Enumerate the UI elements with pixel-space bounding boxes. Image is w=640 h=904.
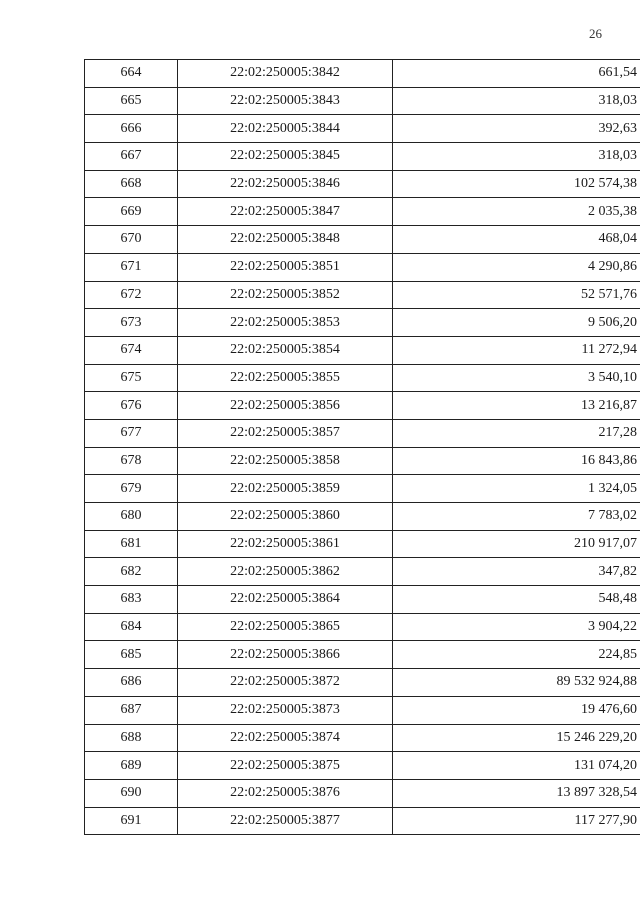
value-cell: 661,54 bbox=[393, 60, 640, 88]
cadastral-number-cell: 22:02:250005:3852 bbox=[178, 281, 393, 309]
table-row bbox=[85, 309, 640, 337]
value-cell: 468,04 bbox=[393, 226, 640, 254]
value-cell: 224,85 bbox=[393, 641, 640, 669]
value-cell: 4 290,86 bbox=[393, 253, 640, 281]
cadastral-number-cell: 22:02:250005:3859 bbox=[178, 475, 393, 503]
value-cell: 318,03 bbox=[393, 87, 640, 115]
row-number-cell: 676 bbox=[85, 392, 178, 420]
table-row bbox=[85, 558, 640, 586]
row-number-cell: 679 bbox=[85, 475, 178, 503]
table-row bbox=[85, 669, 640, 697]
cadastral-number-cell: 22:02:250005:3847 bbox=[178, 198, 393, 226]
table-row bbox=[85, 143, 640, 171]
value-cell: 7 783,02 bbox=[393, 503, 640, 531]
row-number-cell: 664 bbox=[85, 60, 178, 88]
value-cell: 9 506,20 bbox=[393, 309, 640, 337]
row-number-cell: 668 bbox=[85, 170, 178, 198]
table-row bbox=[85, 170, 640, 198]
cadastral-number-cell: 22:02:250005:3857 bbox=[178, 419, 393, 447]
cadastral-number-cell: 22:02:250005:3875 bbox=[178, 752, 393, 780]
cadastral-number-cell: 22:02:250005:3854 bbox=[178, 336, 393, 364]
row-number-cell: 687 bbox=[85, 696, 178, 724]
value-cell: 347,82 bbox=[393, 558, 640, 586]
cadastral-number-cell: 22:02:250005:3872 bbox=[178, 669, 393, 697]
cadastral-value-table bbox=[84, 59, 640, 835]
value-cell: 1 324,05 bbox=[393, 475, 640, 503]
table-row bbox=[85, 392, 640, 420]
value-cell: 52 571,76 bbox=[393, 281, 640, 309]
value-cell: 131 074,20 bbox=[393, 752, 640, 780]
row-number-cell: 683 bbox=[85, 586, 178, 614]
row-number-cell: 691 bbox=[85, 807, 178, 835]
cadastral-number-cell: 22:02:250005:3876 bbox=[178, 779, 393, 807]
value-cell: 11 272,94 bbox=[393, 336, 640, 364]
row-number-cell: 690 bbox=[85, 779, 178, 807]
value-cell: 392,63 bbox=[393, 115, 640, 143]
row-number-cell: 677 bbox=[85, 419, 178, 447]
cadastral-number-cell: 22:02:250005:3862 bbox=[178, 558, 393, 586]
table-row bbox=[85, 115, 640, 143]
cadastral-number-cell: 22:02:250005:3845 bbox=[178, 143, 393, 171]
table-row bbox=[85, 530, 640, 558]
table-row bbox=[85, 336, 640, 364]
value-cell: 13 216,87 bbox=[393, 392, 640, 420]
table-row bbox=[85, 87, 640, 115]
value-cell: 318,03 bbox=[393, 143, 640, 171]
table-body bbox=[85, 60, 640, 835]
table-row bbox=[85, 364, 640, 392]
row-number-cell: 673 bbox=[85, 309, 178, 337]
row-number-cell: 669 bbox=[85, 198, 178, 226]
table-row bbox=[85, 752, 640, 780]
table-row bbox=[85, 724, 640, 752]
table-row bbox=[85, 503, 640, 531]
row-number-cell: 689 bbox=[85, 752, 178, 780]
cadastral-number-cell: 22:02:250005:3861 bbox=[178, 530, 393, 558]
row-number-cell: 682 bbox=[85, 558, 178, 586]
cadastral-number-cell: 22:02:250005:3848 bbox=[178, 226, 393, 254]
row-number-cell: 671 bbox=[85, 253, 178, 281]
row-number-cell: 688 bbox=[85, 724, 178, 752]
table-row bbox=[85, 475, 640, 503]
cadastral-number-cell: 22:02:250005:3843 bbox=[178, 87, 393, 115]
value-cell: 3 904,22 bbox=[393, 613, 640, 641]
value-cell: 102 574,38 bbox=[393, 170, 640, 198]
table-row bbox=[85, 641, 640, 669]
table-row bbox=[85, 613, 640, 641]
row-number-cell: 681 bbox=[85, 530, 178, 558]
value-cell: 16 843,86 bbox=[393, 447, 640, 475]
table-row bbox=[85, 253, 640, 281]
cadastral-number-cell: 22:02:250005:3860 bbox=[178, 503, 393, 531]
cadastral-number-cell: 22:02:250005:3858 bbox=[178, 447, 393, 475]
value-cell: 13 897 328,54 bbox=[393, 779, 640, 807]
value-cell: 210 917,07 bbox=[393, 530, 640, 558]
row-number-cell: 686 bbox=[85, 669, 178, 697]
value-cell: 15 246 229,20 bbox=[393, 724, 640, 752]
row-number-cell: 667 bbox=[85, 143, 178, 171]
row-number-cell: 674 bbox=[85, 336, 178, 364]
row-number-cell: 665 bbox=[85, 87, 178, 115]
cadastral-number-cell: 22:02:250005:3844 bbox=[178, 115, 393, 143]
value-cell: 89 532 924,88 bbox=[393, 669, 640, 697]
cadastral-number-cell: 22:02:250005:3877 bbox=[178, 807, 393, 835]
row-number-cell: 678 bbox=[85, 447, 178, 475]
table-row bbox=[85, 419, 640, 447]
table-row bbox=[85, 696, 640, 724]
value-cell: 3 540,10 bbox=[393, 364, 640, 392]
row-number-cell: 684 bbox=[85, 613, 178, 641]
cadastral-number-cell: 22:02:250005:3846 bbox=[178, 170, 393, 198]
cadastral-number-cell: 22:02:250005:3856 bbox=[178, 392, 393, 420]
cadastral-number-cell: 22:02:250005:3865 bbox=[178, 613, 393, 641]
row-number-cell: 675 bbox=[85, 364, 178, 392]
table-row bbox=[85, 60, 640, 88]
row-number-cell: 670 bbox=[85, 226, 178, 254]
table-row bbox=[85, 281, 640, 309]
value-cell: 548,48 bbox=[393, 586, 640, 614]
row-number-cell: 680 bbox=[85, 503, 178, 531]
table-row bbox=[85, 586, 640, 614]
value-cell: 19 476,60 bbox=[393, 696, 640, 724]
value-cell: 2 035,38 bbox=[393, 198, 640, 226]
table-row bbox=[85, 226, 640, 254]
cadastral-number-cell: 22:02:250005:3873 bbox=[178, 696, 393, 724]
row-number-cell: 685 bbox=[85, 641, 178, 669]
table-row bbox=[85, 779, 640, 807]
row-number-cell: 666 bbox=[85, 115, 178, 143]
page-number: 26 bbox=[589, 26, 602, 41]
cadastral-number-cell: 22:02:250005:3851 bbox=[178, 253, 393, 281]
table-row bbox=[85, 447, 640, 475]
cadastral-number-cell: 22:02:250005:3855 bbox=[178, 364, 393, 392]
table-row bbox=[85, 807, 640, 835]
cadastral-number-cell: 22:02:250005:3842 bbox=[178, 60, 393, 88]
cadastral-number-cell: 22:02:250005:3874 bbox=[178, 724, 393, 752]
row-number-cell: 672 bbox=[85, 281, 178, 309]
value-cell: 117 277,90 bbox=[393, 807, 640, 835]
value-cell: 217,28 bbox=[393, 419, 640, 447]
cadastral-number-cell: 22:02:250005:3866 bbox=[178, 641, 393, 669]
cadastral-number-cell: 22:02:250005:3864 bbox=[178, 586, 393, 614]
cadastral-number-cell: 22:02:250005:3853 bbox=[178, 309, 393, 337]
table-row bbox=[85, 198, 640, 226]
